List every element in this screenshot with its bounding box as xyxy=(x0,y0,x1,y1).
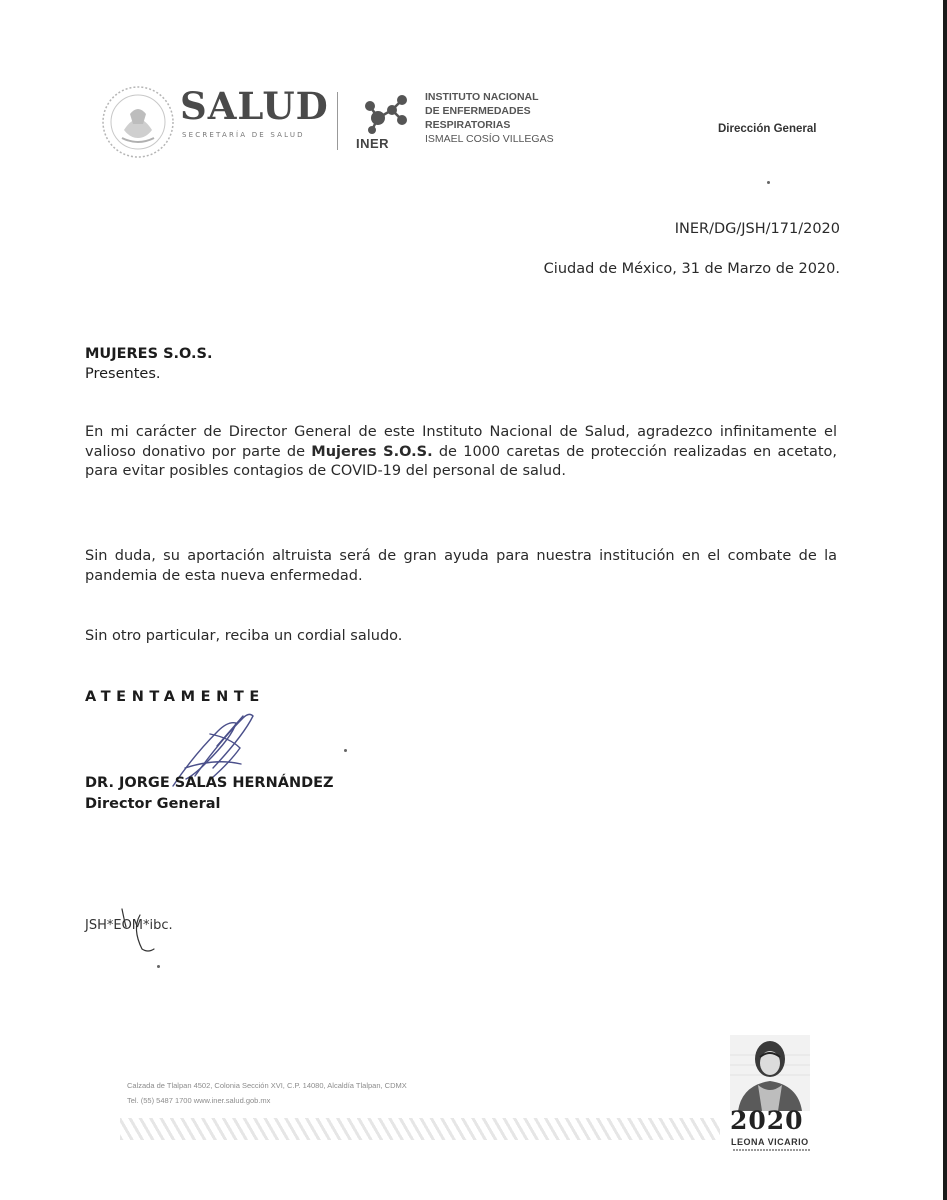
iner-name-line: DE ENFERMEDADES xyxy=(425,105,531,117)
body-paragraph-2: Sin duda, su aportación altruista será de gran ayuda para nuestra institución en el combate de la pandemia de esta nueva enfermedad. xyxy=(85,548,837,584)
signer-block xyxy=(85,773,334,815)
signer-name: DR. JORGE SALAS HERNÁNDEZ xyxy=(85,775,334,791)
body-paragraph-1 xyxy=(85,423,837,482)
iner-institute-name xyxy=(425,90,554,146)
paragraph-text: En mi carácter de Director General de este Instituto Nacional de Salud, agradezco infinitamente el valioso donativo por parte de xyxy=(85,424,837,460)
scan-speck xyxy=(157,965,160,968)
dateline: Ciudad de México, 31 de Marzo de 2020. xyxy=(543,261,840,277)
iner-name-line: ISMAEL COSÍO VILLEGAS xyxy=(425,133,554,145)
recipient-block xyxy=(85,344,212,384)
leona-vicario-subline xyxy=(733,1149,811,1151)
paragraph-bold-text: Mujeres S.O.S. xyxy=(311,443,433,460)
mexico-seal-icon xyxy=(100,84,176,160)
paragraph-text: de 1000 caretas de protección realizadas en acetato, para evitar posibles contagios de COVID-19 del personal de salud. xyxy=(85,443,838,479)
salud-logo-text: SALUD xyxy=(180,84,329,128)
iner-name-line: RESPIRATORIAS xyxy=(425,119,511,131)
closing: ATENTAMENTE xyxy=(85,689,265,705)
initials-pen-mark-icon xyxy=(110,905,180,955)
iner-logo-text: INER xyxy=(356,136,390,151)
salud-subtitle: SECRETARÍA DE SALUD xyxy=(182,131,305,139)
header-divider xyxy=(337,92,338,150)
scan-speck xyxy=(767,181,770,184)
address-line: Calzada de Tlalpan 4502, Colonia Sección XVI, C.P. 14080, Alcaldía Tlalpan, CDMX xyxy=(127,1081,407,1090)
initials-line: JSH*EOM*ibc. xyxy=(85,918,173,933)
iner-molecule-icon xyxy=(358,88,412,138)
signer-title: Director General xyxy=(85,796,221,812)
body-paragraph-3: Sin otro particular, reciba un cordial saludo. xyxy=(85,628,403,644)
scan-speck xyxy=(344,749,347,752)
decorative-footer-band xyxy=(120,1118,720,1140)
recipient-name: MUJERES S.O.S. xyxy=(85,346,213,362)
department-label: Dirección General xyxy=(718,123,817,135)
year-2020: 2020 xyxy=(730,1106,804,1135)
recipient-salutation: Presentes. xyxy=(85,366,161,382)
leona-vicario-label: LEONA VICARIO xyxy=(731,1137,809,1147)
footer-address xyxy=(127,1078,407,1108)
reference-number: INER/DG/JSH/171/2020 xyxy=(674,221,840,237)
leona-vicario-portrait-icon xyxy=(730,1035,810,1111)
phone-web-line: Tel. (55) 5487 1700 www.iner.salud.gob.mx xyxy=(127,1096,271,1105)
iner-name-line: INSTITUTO NACIONAL xyxy=(425,91,539,103)
